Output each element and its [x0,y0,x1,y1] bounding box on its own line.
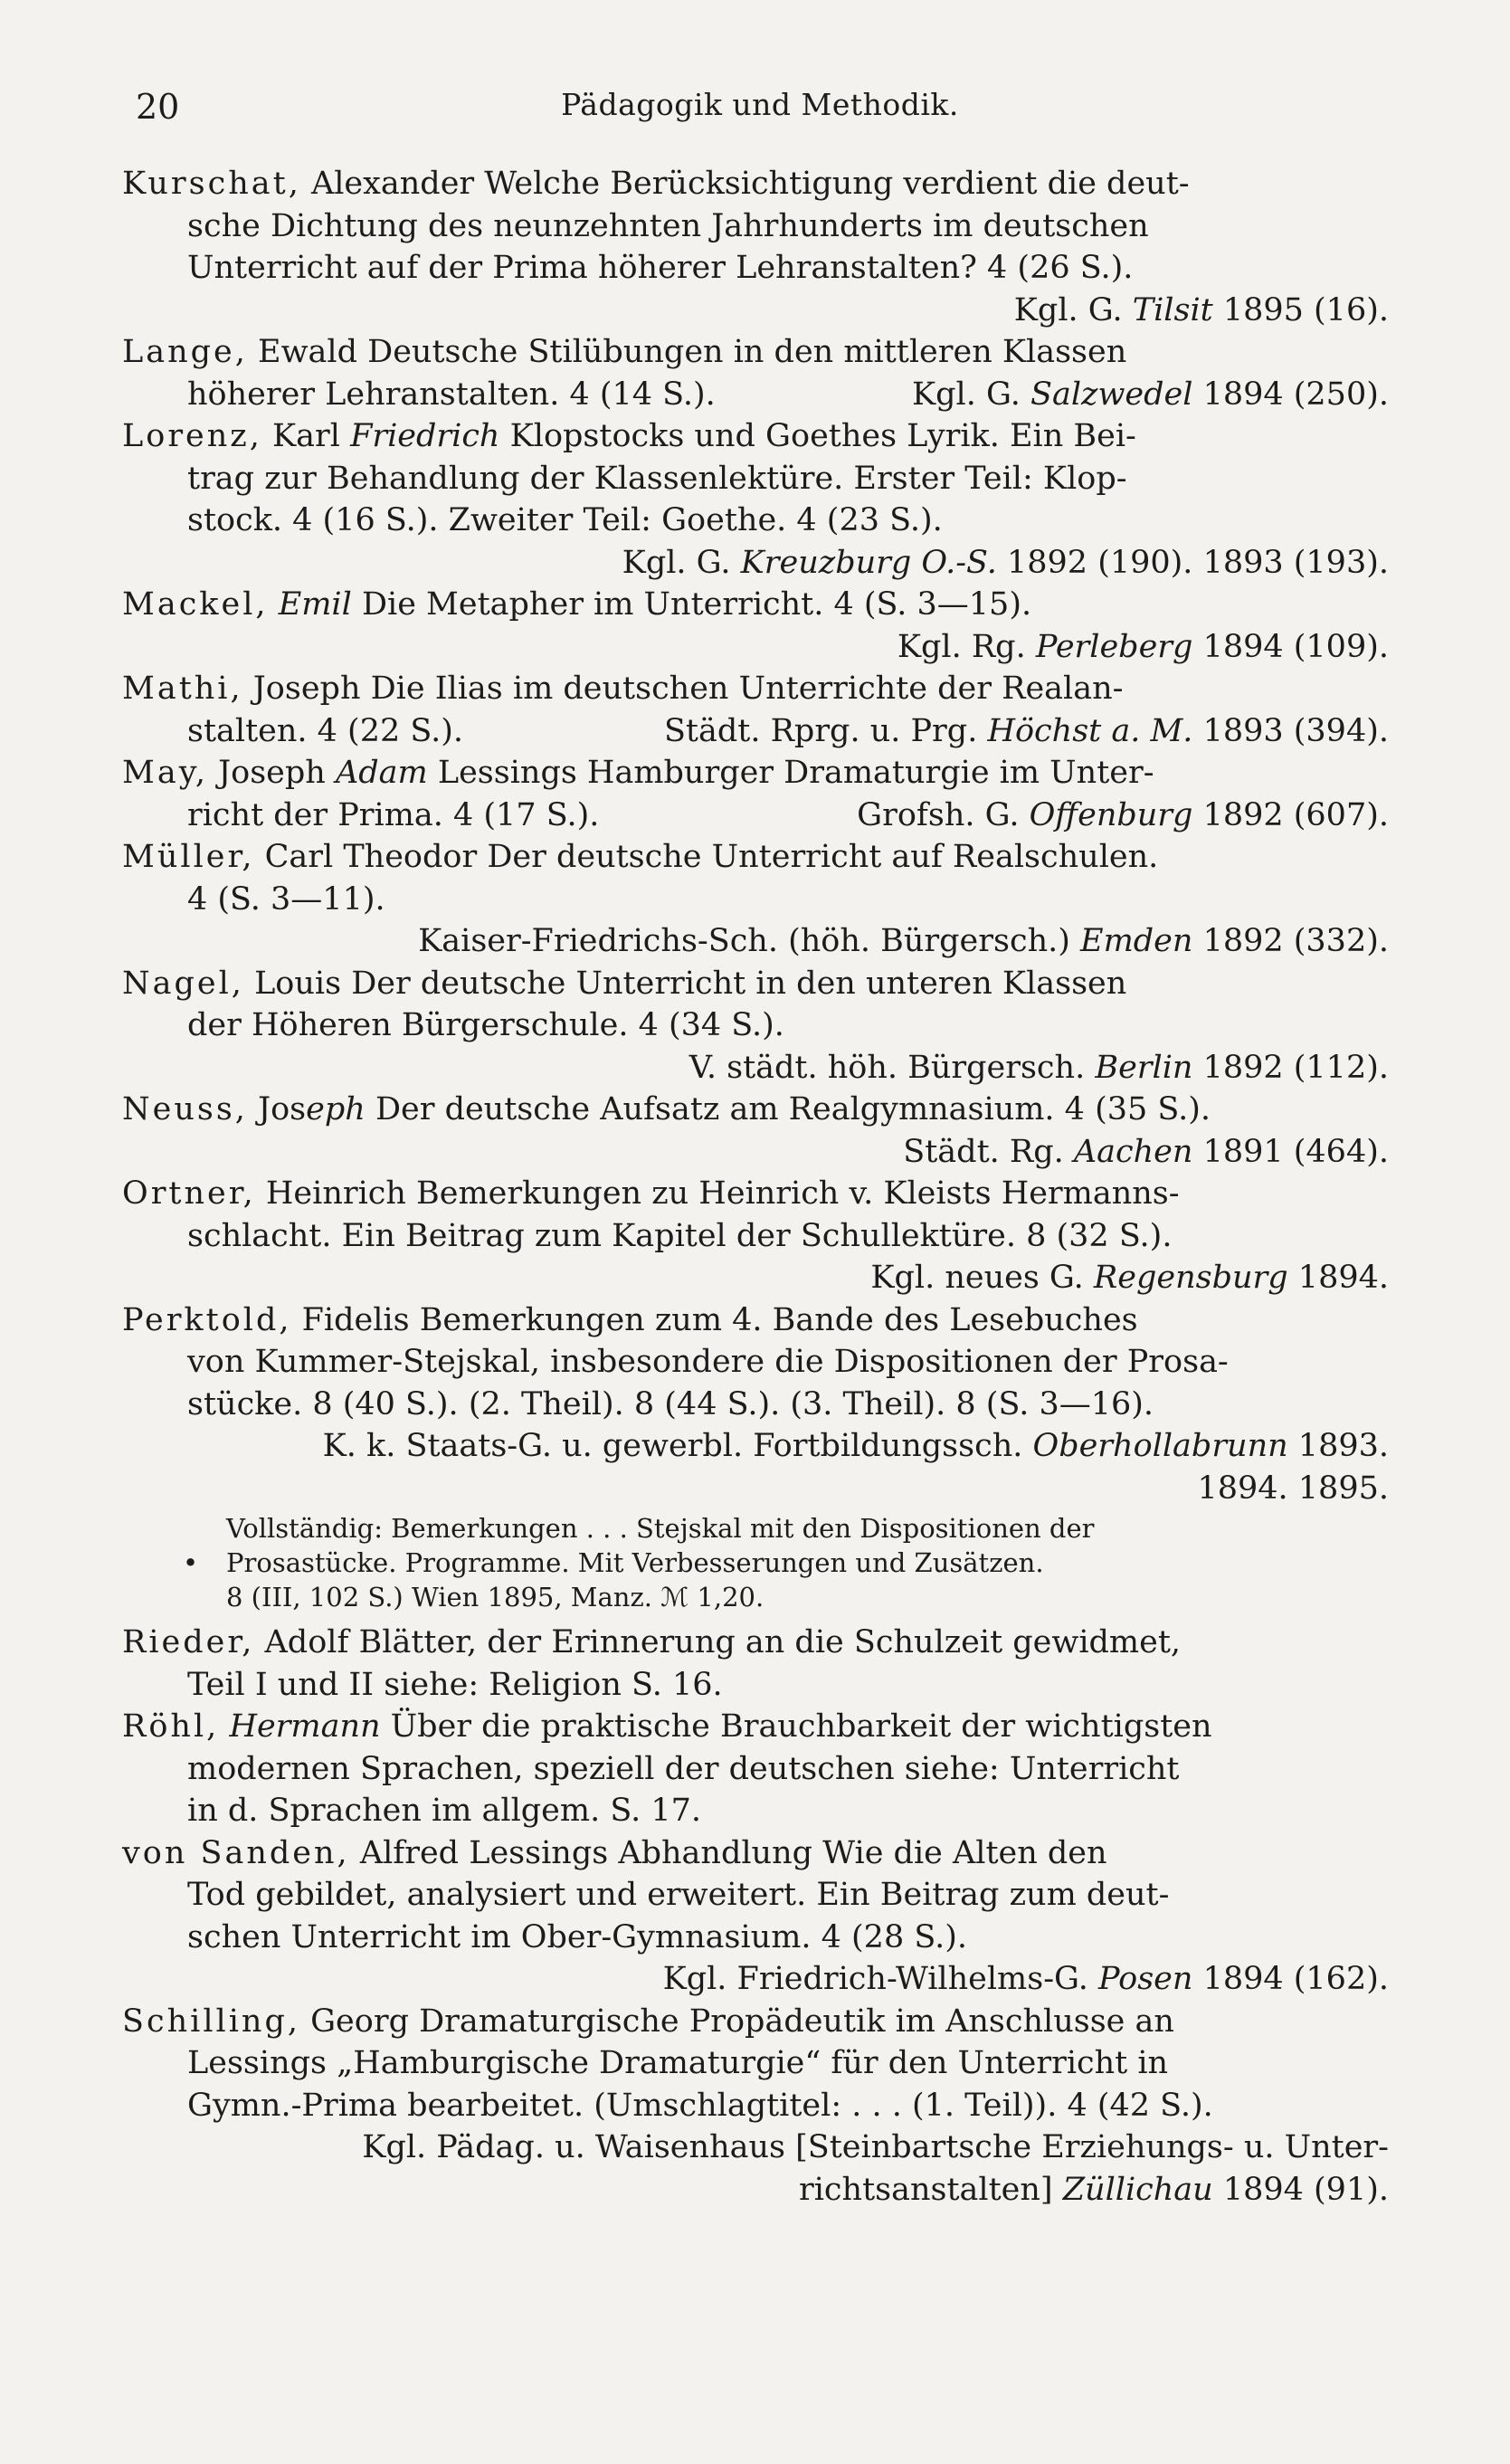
footnote: Vollständig: Bemerkungen . . . Stejskal mit den Dispositionen der • Prosastücke. Programme. Mit Verbesserungen und Zusätzen. 8 (III, 102 S.) Wien 1895, Manz. ℳ 1,20. [183,1513,1095,1613]
publisher-line: richtsanstalten] Züllichau 1894 (91). [799,2171,1389,2208]
page-header [136,87,1384,134]
list-item: May, Joseph Adam Lessings Hamburger Dramaturgie im Unter- richt der Prima. 4 (17 S.). Grofsh. G. Offenburg 1892 (607). [122,752,1389,836]
author-name: von Sanden, [122,1834,350,1871]
publisher-line: Kaiser-Friedrichs-Sch. (höh. Bürgersch.) Emden 1892 (332). [418,923,1389,959]
publisher-line: V. städt. höh. Bürgersch. Berlin 1892 (112). [689,1049,1389,1086]
publisher-line: Kgl. G. Salzwedel 1894 (250). [912,376,1389,413]
publisher-line: Kgl. Rg. Perleberg 1894 (109). [897,628,1389,665]
list-item: Nagel, Louis Der deutsche Unterricht in den unteren Klassen der Höheren Bürgerschule. 4 (34 S.). V. städt. höh. Bürgersch. Berlin 1892 (112). [122,963,1389,1089]
list-item: Rieder, Adolf Blätter, der Erinnerung an die Schulzeit gewidmet, Teil I und II siehe: Religion S. 16. [122,1624,1182,1703]
publisher-line: Kgl. G. Tilsit 1895 (16). [1013,291,1389,328]
author-name: Perktold, [122,1301,292,1338]
list-item: Müller, Carl Theodor Der deutsche Unterricht auf Realschulen. 4 (S. 3—11). Kaiser-Friedrichs-Sch. (höh. Bürgersch.) Emden 1892 (332). [122,836,1389,963]
list-item: Mackel, Emil Die Metapher im Unterricht. 4 (S. 3—15). Kgl. Rg. Perleberg 1894 (109). [122,584,1389,668]
bullet-mark: • [183,1547,199,1578]
author-name: Lange, [122,334,248,370]
page-number: 20 [136,87,180,127]
publisher-line: K. k. Staats-G. u. gewerbl. Fortbildungssch. Oberhollabrunn 1893. [322,1428,1389,1464]
author-name: Mackel, [122,586,269,623]
publisher-line: Städt. Rprg. u. Prg. Höchst a. M. 1893 (394). [663,712,1389,749]
author-name: Rieder, [122,1624,255,1660]
publisher-line: Grofsh. G. Offenburg 1892 (607). [857,796,1389,833]
list-item: Schilling, Georg Dramaturgische Propädeutik im Anschlusse an Lessings „Hamburgische Dramaturgie“ für den Unterricht in Gymn.-Prima bearbeitet. (Umschlagtitel: . . . (1. Teil)). 4 (42 S.). Kgl. Pädag. u. Waisenhaus [Steinbartsche Erziehungs- u. Unter- richtsanstalten] Züllichau 1894 (91). [122,2001,1389,2212]
bibliography-list [122,163,1389,2211]
publisher-line: Kgl. Pädag. u. Waisenhaus [Steinbartsche Erziehungs- u. Unter- [362,2129,1389,2165]
author-name: Kurschat, [122,166,301,202]
author-name: Nagel, [122,965,244,1002]
publisher-line: Kgl. Friedrich-Wilhelms-G. Posen 1894 (162). [662,1961,1389,1997]
author-name: May, [122,755,208,791]
list-item: Ortner, Heinrich Bemerkungen zu Heinrich v. Kleists Hermanns- schlacht. Ein Beitrag zum Kapitel der Schullektüre. 8 (32 S.). Kgl. neues G. Regensburg 1894. [122,1173,1389,1299]
author-name: Neuss, [122,1091,248,1127]
author-name: Ortner, [122,1175,256,1212]
list-item: Mathi, Joseph Die Ilias im deutschen Unterrichte der Realan- stalten. 4 (22 S.). Städt. Rprg. u. Prg. Höchst a. M. 1893 (394). [122,668,1389,752]
publisher-line: Kgl. neues G. Regensburg 1894. [870,1260,1389,1296]
publisher-line: Kgl. G. Kreuzburg O.-S. 1892 (190). 1893 (193). [622,544,1389,581]
author-name: Mathi, [122,671,243,707]
author-name: Lorenz, [122,418,262,454]
author-name: Müller, [122,839,255,875]
list-item: Röhl, Hermann Über die praktische Brauchbarkeit der wichtigsten modernen Sprachen, speziell der deutschen siehe: Unterricht in d. Sprachen im allgem. S. 17. [122,1708,1212,1829]
author-name: Röhl, [122,1708,220,1745]
author-name: Schilling, [122,2003,300,2040]
running-head: Pädagogik und Methodik. [561,87,959,122]
list-item: Lorenz, Karl Friedrich Klopstocks und Goethes Lyrik. Ein Bei- trag zur Behandlung der Klassenlektüre. Erster Teil: Klop- stock. 4 (16 S.). Zweiter Teil: Goethe. 4 (23 S.). Kgl. G. Kreuzburg O.-S. 1892 (190). 1893 (193). [122,415,1389,584]
list-item: Perktold, Fidelis Bemerkungen zum 4. Bande des Lesebuches von Kummer-Stejskal, insbesondere die Dispositionen der Prosa- stücke. 8 (40 S.). (2. Theil). 8 (44 S.). (3. Theil). 8 (S. 3—16). K. k. Staats-G. u. gewerbl. Fortbildungssch. Oberhollabrunn 1893. 1894. 1895. Vollständig: Bemerkungen . . . Stejskal mit den Dispositionen der • Prosastücke. Programme. Mit Verbesserungen und Zusätzen. 8 (III, 102 S.) Wien 1895, Manz. ℳ 1,20. [122,1301,1389,1613]
list-item: von Sanden, Alfred Lessings Abhandlung Wie die Alten den Tod gebildet, analysiert und erweitert. Ein Beitrag zum deut- schen Unterricht im Ober-Gymnasium. 4 (28 S.). Kgl. Friedrich-Wilhelms-G. Posen 1894 (162). [122,1832,1389,2001]
list-item: Kurschat, Alexander Welche Berücksichtigung verdient die deut- sche Dichtung des neunzehnten Jahrhunderts im deutschen Unterricht auf der Prima höherer Lehranstalten? 4 (26 S.). Kgl. G. Tilsit 1895 (16). [122,163,1389,331]
list-item: Lange, Ewald Deutsche Stilübungen in den mittleren Klassen höherer Lehranstalten. 4 (14 S.). Kgl. G. Salzwedel 1894 (250). [122,331,1389,415]
list-item: Neuss, Joseph Der deutsche Aufsatz am Realgymnasium. 4 (35 S.). Städt. Rg. Aachen 1891 (464). [122,1089,1389,1173]
publisher-line: Städt. Rg. Aachen 1891 (464). [903,1133,1389,1170]
